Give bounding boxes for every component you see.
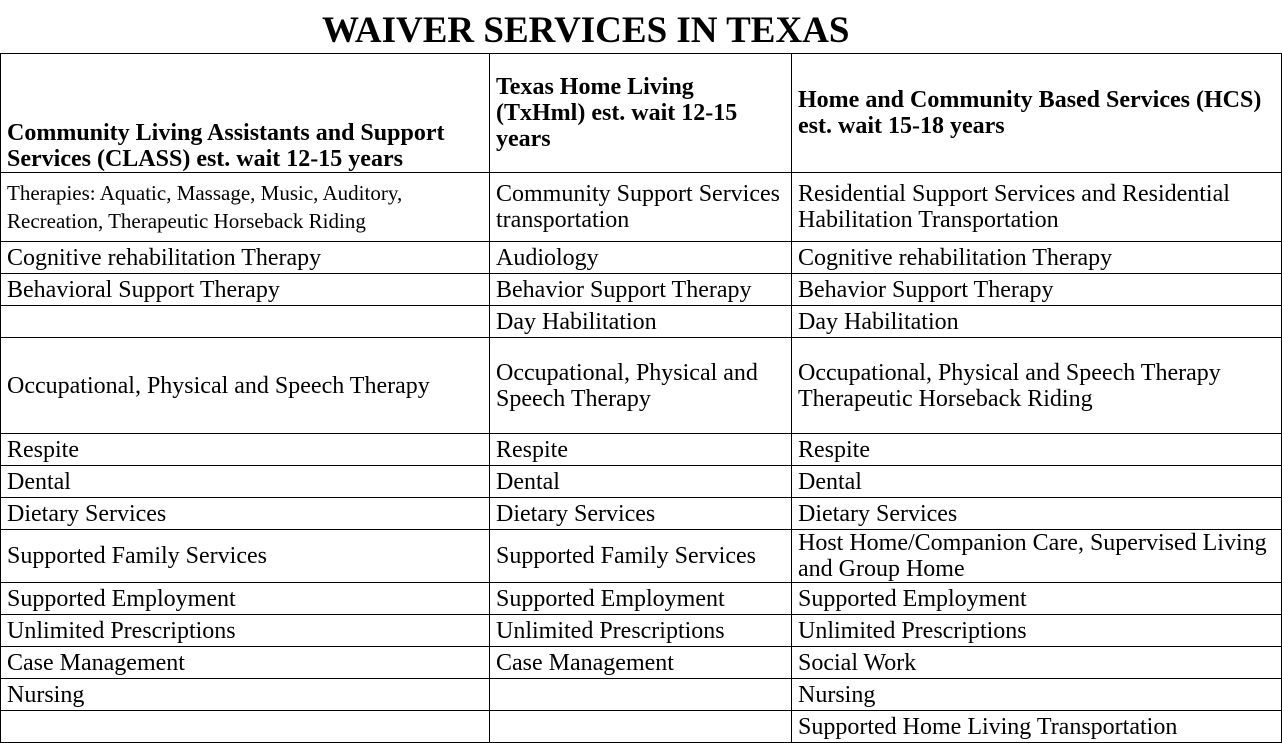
waiver-services-table (0, 53, 1282, 743)
table-cell: Supported Employment (792, 583, 1282, 615)
table-row (1, 338, 1282, 434)
table-cell: Behavior Support Therapy (490, 274, 792, 306)
table-cell: Residential Support Services and Residential Habilitation Transportation (792, 173, 1282, 242)
table-cell: Unlimited Prescriptions (1, 615, 490, 647)
table-cell: Day Habilitation (490, 306, 792, 338)
table-cell: Occupational, Physical and Speech Therapy (490, 338, 792, 434)
table-cell (1, 711, 490, 743)
table-row (1, 306, 1282, 338)
table-cell: Case Management (1, 647, 490, 679)
table-cell (490, 679, 792, 711)
table-cell: Dietary Services (490, 498, 792, 530)
table-cell: Supported Employment (1, 583, 490, 615)
table-cell: Unlimited Prescriptions (792, 615, 1282, 647)
column-header-txhml: Texas Home Living (TxHml) est. wait 12-15 years (490, 54, 792, 173)
table-cell: Behavior Support Therapy (792, 274, 1282, 306)
table-row (1, 679, 1282, 711)
table-cell: Dental (490, 466, 792, 498)
table-cell: Dietary Services (1, 498, 490, 530)
table-row (1, 711, 1282, 743)
page-title: WAIVER SERVICES IN TEXAS (322, 10, 850, 51)
column-header-hcs: Home and Community Based Services (HCS) est. wait 15-18 years (792, 54, 1282, 173)
column-header-class: Community Living Assistants and Support Services (CLASS) est. wait 12-15 years (1, 54, 490, 173)
table-cell: Therapies: Aquatic, Massage, Music, Auditory, Recreation, Therapeutic Horseback Riding (1, 173, 490, 242)
table-cell: Occupational, Physical and Speech Therapy (1, 338, 490, 434)
table-row (1, 530, 1282, 583)
table-row (1, 434, 1282, 466)
table-cell: Respite (1, 434, 490, 466)
table-cell: Audiology (490, 242, 792, 274)
table-cell: Cognitive rehabilitation Therapy (1, 242, 490, 274)
table-row (1, 615, 1282, 647)
table-row (1, 242, 1282, 274)
table-cell: Occupational, Physical and Speech Therapy Therapeutic Horseback Riding (792, 338, 1282, 434)
table-cell: Supported Family Services (490, 530, 792, 583)
table-cell: Case Management (490, 647, 792, 679)
table-cell: Behavioral Support Therapy (1, 274, 490, 306)
table-cell: Dental (792, 466, 1282, 498)
table-cell: Supported Home Living Transportation (792, 711, 1282, 743)
table-cell: Community Support Services transportation (490, 173, 792, 242)
table-cell (1, 306, 490, 338)
table-cell: Host Home/Companion Care, Supervised Living and Group Home (792, 530, 1282, 583)
table-cell (490, 711, 792, 743)
table-cell: Nursing (792, 679, 1282, 711)
table-header-row (1, 54, 1282, 173)
table-cell: Supported Employment (490, 583, 792, 615)
table-row (1, 274, 1282, 306)
table-row (1, 647, 1282, 679)
table-cell: Cognitive rehabilitation Therapy (792, 242, 1282, 274)
table-cell: Dental (1, 466, 490, 498)
table-cell: Social Work (792, 647, 1282, 679)
table-cell: Nursing (1, 679, 490, 711)
table-cell: Respite (792, 434, 1282, 466)
table-row (1, 498, 1282, 530)
table-row (1, 583, 1282, 615)
table-cell: Supported Family Services (1, 530, 490, 583)
table-cell: Respite (490, 434, 792, 466)
table-row (1, 173, 1282, 242)
table-cell: Unlimited Prescriptions (490, 615, 792, 647)
table-cell: Dietary Services (792, 498, 1282, 530)
table-row (1, 466, 1282, 498)
table-cell: Day Habilitation (792, 306, 1282, 338)
